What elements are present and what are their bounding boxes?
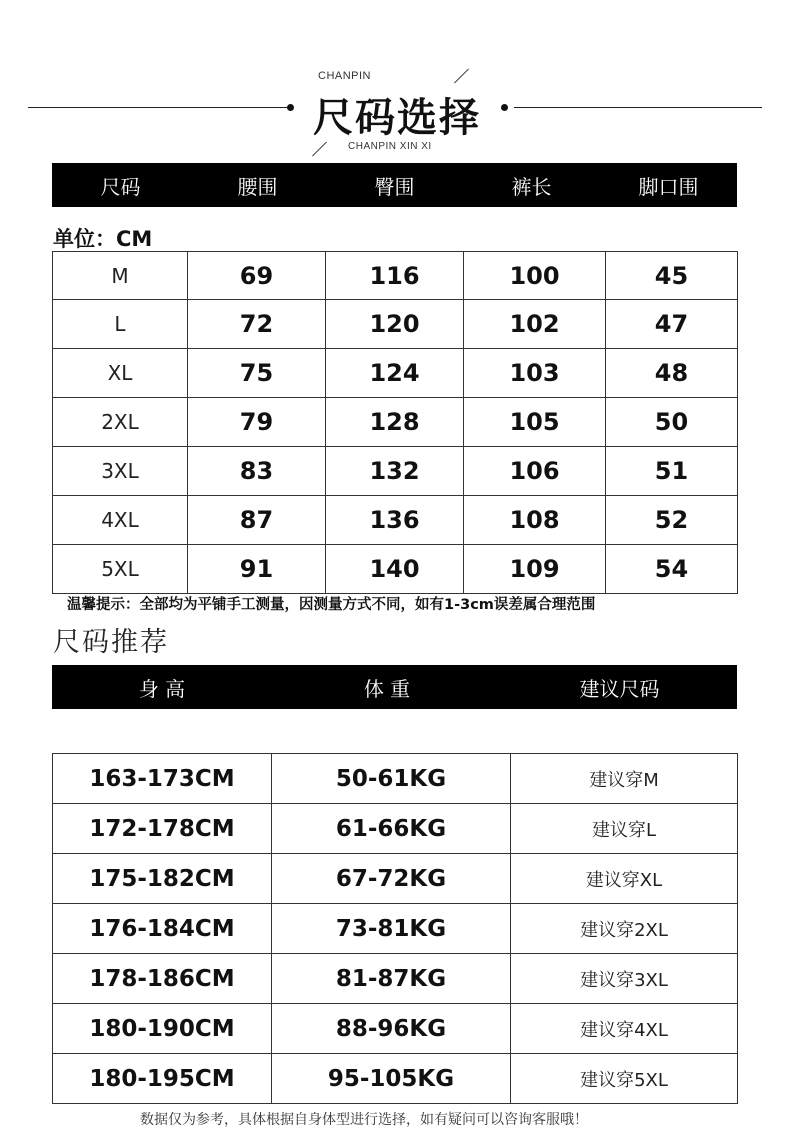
hip-cell: 116	[326, 252, 464, 300]
suggest-cell: 建议穿4XL	[511, 1004, 738, 1054]
measurement-note: 温馨提示：全部均为平铺手工测量，因测量方式不同，如有1-3cm误差属合理范围	[67, 597, 596, 613]
waist-cell: 79	[188, 398, 326, 447]
table-row	[53, 954, 738, 1004]
length-cell: 109	[464, 545, 606, 594]
header-dot-left	[287, 104, 294, 111]
weight-cell: 88-96KG	[272, 1004, 511, 1054]
size-cell: XL	[53, 349, 188, 398]
hip-cell: 128	[326, 398, 464, 447]
hem-cell: 45	[606, 252, 738, 300]
hem-cell: 48	[606, 349, 738, 398]
footer-note: 数据仅为参考，具体根据自身体型进行选择，如有疑问可以咨询客服哦！	[140, 1112, 588, 1128]
column-header-height: 身 高	[138, 676, 186, 701]
waist-cell: 83	[188, 447, 326, 496]
weight-cell: 61-66KG	[272, 804, 511, 854]
length-cell: 106	[464, 447, 606, 496]
column-header-hem: 脚口围	[638, 174, 699, 199]
length-cell: 103	[464, 349, 606, 398]
header-subtitle-bottom: CHANPIN XIN XI	[348, 141, 432, 152]
waist-cell: 69	[188, 252, 326, 300]
hem-cell: 47	[606, 300, 738, 349]
header-line-right	[514, 107, 762, 108]
height-cell: 172-178CM	[53, 804, 272, 854]
hip-cell: 140	[326, 545, 464, 594]
size-cell: 5XL	[53, 545, 188, 594]
table-row	[53, 496, 738, 545]
suggest-cell: 建议穿XL	[511, 854, 738, 904]
height-cell: 178-186CM	[53, 954, 272, 1004]
size-cell: 3XL	[53, 447, 188, 496]
waist-cell: 75	[188, 349, 326, 398]
height-cell: 163-173CM	[53, 754, 272, 804]
column-header-length: 裤长	[511, 174, 552, 199]
size-cell: 2XL	[53, 398, 188, 447]
hem-cell: 54	[606, 545, 738, 594]
table-row	[53, 854, 738, 904]
table-row	[53, 1054, 738, 1104]
hip-cell: 124	[326, 349, 464, 398]
weight-cell: 95-105KG	[272, 1054, 511, 1104]
header-line-left	[28, 107, 288, 108]
hem-cell: 51	[606, 447, 738, 496]
height-cell: 180-195CM	[53, 1054, 272, 1104]
size-table	[52, 251, 738, 594]
hip-cell: 136	[326, 496, 464, 545]
column-header-size: 尺码	[100, 174, 141, 199]
table-row	[53, 447, 738, 496]
length-cell: 105	[464, 398, 606, 447]
waist-cell: 87	[188, 496, 326, 545]
length-cell: 108	[464, 496, 606, 545]
unit-label: 单位：CM	[53, 227, 153, 251]
header-slash-bottom	[312, 142, 327, 157]
table-row	[53, 300, 738, 349]
weight-cell: 73-81KG	[272, 904, 511, 954]
suggest-cell: 建议穿L	[511, 804, 738, 854]
column-header-suggest: 建议尺码	[579, 676, 660, 701]
table-row	[53, 754, 738, 804]
weight-cell: 67-72KG	[272, 854, 511, 904]
hem-cell: 50	[606, 398, 738, 447]
table-row	[53, 545, 738, 594]
header-dot-right	[501, 104, 508, 111]
table-row	[53, 804, 738, 854]
hem-cell: 52	[606, 496, 738, 545]
table-row	[53, 904, 738, 954]
recommend-table	[52, 753, 738, 1104]
height-cell: 175-182CM	[53, 854, 272, 904]
length-cell: 100	[464, 252, 606, 300]
table-row	[53, 252, 738, 300]
table-row	[53, 398, 738, 447]
suggest-cell: 建议穿M	[511, 754, 738, 804]
weight-cell: 50-61KG	[272, 754, 511, 804]
column-header-weight: 体 重	[363, 676, 411, 701]
waist-cell: 91	[188, 545, 326, 594]
recommend-title: 尺码推荐	[53, 627, 169, 658]
column-header-waist: 腰围	[237, 174, 278, 199]
suggest-cell: 建议穿3XL	[511, 954, 738, 1004]
hip-cell: 120	[326, 300, 464, 349]
weight-cell: 81-87KG	[272, 954, 511, 1004]
size-cell: 4XL	[53, 496, 188, 545]
table-row	[53, 349, 738, 398]
column-header-hip: 臀围	[374, 174, 415, 199]
hip-cell: 132	[326, 447, 464, 496]
suggest-cell: 建议穿5XL	[511, 1054, 738, 1104]
waist-cell: 72	[188, 300, 326, 349]
size-cell: L	[53, 300, 188, 349]
recommend-table-header	[52, 665, 737, 709]
suggest-cell: 建议穿2XL	[511, 904, 738, 954]
header-subtitle-top: CHANPIN	[318, 70, 372, 82]
table-row	[53, 1004, 738, 1054]
length-cell: 102	[464, 300, 606, 349]
size-table-header	[52, 163, 737, 207]
height-cell: 180-190CM	[53, 1004, 272, 1054]
size-cell: M	[53, 252, 188, 300]
header-slash-top	[454, 69, 469, 84]
height-cell: 176-184CM	[53, 904, 272, 954]
page-title: 尺码选择	[313, 95, 481, 141]
